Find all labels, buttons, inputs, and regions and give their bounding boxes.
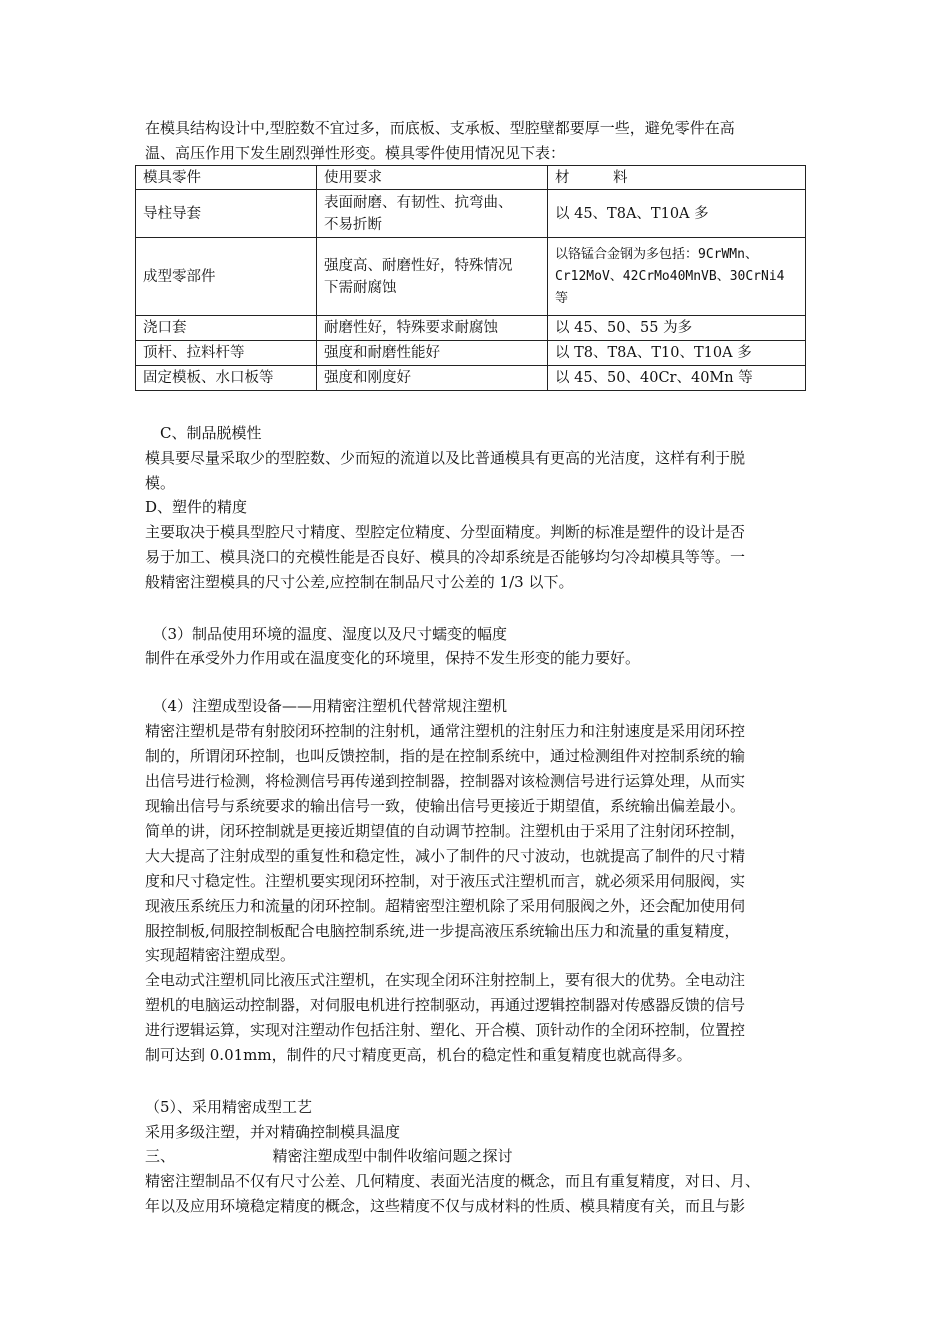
body-line: 服控制板,伺服控制板配合电脑控制系统,进一步提高液压系统输出压力和流量的重复精度， — [145, 922, 740, 940]
body-line: 现液压系统压力和流量的闭环控制。超精密型注塑机除了采用伺服阀之外，还会配加使用伺 — [145, 897, 746, 915]
body-line: 简单的讲，闭环控制就是更接近期望值的自动调节控制。注塑机由于采用了注射闭环控制， — [145, 822, 746, 840]
cell-part: 导柱导套 — [136, 190, 317, 238]
cell-material — [548, 341, 806, 366]
table-row — [136, 341, 806, 366]
header-material: 材 料 — [548, 166, 806, 190]
table-row — [136, 190, 806, 238]
heading-demolding: C、制品脱模性 — [145, 424, 262, 442]
cell-material — [548, 316, 806, 341]
body-line: 易于加工、模具浇口的充模性能是否良好、模具的冷却系统是否能够均匀冷却模具等等。一 — [145, 548, 746, 566]
cell-text-line: 以 45、T8A、T10A 多 — [555, 205, 709, 222]
body-line: 般精密注塑模具的尺寸公差,应控制在制品尺寸公差的 1/3 以下。 — [145, 573, 574, 591]
cell-requirement — [317, 190, 548, 238]
cell-requirement — [317, 366, 548, 391]
cell-text-line: 下需耐腐蚀 — [324, 279, 397, 296]
table-header-row — [136, 166, 806, 190]
cell-text-line: 强度和刚度好 — [324, 370, 411, 386]
header-part: 模具零件 — [136, 166, 317, 190]
body-line: 模具要尽量采取少的型腔数、少而短的流道以及比普通模具有更高的光洁度，这样有利于脱 — [145, 449, 746, 467]
heading-environment: （3）制品使用环境的温度、湿度以及尺寸蠕变的幅度 — [145, 625, 508, 643]
cell-text-line: 强度高、耐磨性好，特殊情况 — [324, 257, 513, 274]
table-row — [136, 238, 806, 316]
body-line: 制可达到 0.01mm，制件的尺寸精度更高，机台的稳定性和重复精度也就高得多。 — [145, 1046, 692, 1064]
cell-part: 成型零部件 — [136, 238, 317, 316]
body-line: 精密注塑制品不仅有尺寸公差、几何精度、表面光洁度的概念，而且有重复精度，对日、月、 — [145, 1172, 761, 1190]
heading-precision: D、塑件的精度 — [145, 498, 248, 516]
table-row — [136, 316, 806, 341]
cell-requirement — [317, 341, 548, 366]
body-line: 年以及应用环境稳定精度的概念，这些精度不仅与成材料的性质、模具精度有关，而且与影 — [145, 1197, 746, 1215]
cell-text-line: 表面耐磨、有韧性、抗弯曲、 — [324, 194, 513, 211]
body-line: 塑机的电脑运动控制器，对伺服电机进行控制驱动，再通过逻辑控制器对传感器反馈的信号 — [145, 996, 746, 1014]
cell-text-line: 强度和耐磨性能好 — [324, 345, 440, 361]
cell-text-line: 以铬锰合金钢为多包括：9CrWMn、 — [555, 246, 758, 262]
cell-requirement — [317, 316, 548, 341]
cell-text-line: 以 45、50、40Cr、40Mn 等 — [555, 370, 753, 386]
body-line: 度和尺寸稳定性。注塑机要实现闭环控制，对于液压式注塑机而言，就必须采用伺服阀，实 — [145, 872, 746, 890]
body-line: 采用多级注塑，并对精确控制模具温度 — [145, 1123, 401, 1141]
cell-text-line: Cr12MoV、42CrMo40MnVB、30CrNi4 — [555, 268, 785, 284]
cell-text-line: 耐磨性好，特殊要求耐腐蚀 — [324, 320, 498, 336]
body-line: 现输出信号与系统要求的输出信号一致，使输出信号更接近于期望值，系统输出偏差最小。 — [145, 797, 746, 815]
body-line: 实现超精密注塑成型。 — [145, 946, 296, 964]
cell-part: 浇口套 — [136, 316, 317, 341]
cell-text-line: 以 T8、T8A、T10、T10A 多 — [555, 345, 752, 361]
cell-part: 顶杆、拉料杆等 — [136, 341, 317, 366]
intro-line-1: 在模具结构设计中,型腔数不宜过多，而底板、支承板、型腔壁都要厚一些，避免零件在高 — [145, 119, 735, 137]
cell-text-line: 等 — [555, 290, 569, 306]
body-line: 进行逻辑运算，实现对注塑动作包括注射、塑化、开合模、顶针动作的全闭环控制，位置控 — [145, 1021, 746, 1039]
intro-line-2: 温、高压作用下发生剧烈弹性形变。模具零件使用情况见下表： — [145, 144, 566, 162]
cell-part: 固定模板、水口板等 — [136, 366, 317, 391]
cell-material — [548, 366, 806, 391]
heading-process: （5）、采用精密成型工艺 — [145, 1098, 313, 1116]
mold-parts-table — [135, 165, 806, 391]
cell-material — [548, 190, 806, 238]
body-line: 主要取决于模具型腔尺寸精度、型腔定位精度、分型面精度。判断的标准是塑件的设计是否 — [145, 523, 746, 541]
cell-text-line: 以 45、50、55 为多 — [555, 320, 693, 336]
cell-requirement — [317, 238, 548, 316]
cell-text-line: 不易折断 — [324, 216, 382, 233]
body-line: 大大提高了注射成型的重复性和稳定性，减小了制件的尺寸波动，也就提高了制件的尺寸精 — [145, 847, 746, 865]
body-line: 出信号进行检测，将检测信号再传递到控制器，控制器对该检测信号进行运算处理，从而实 — [145, 772, 746, 790]
heading-equipment: （4）注塑成型设备——用精密注塑机代替常规注塑机 — [145, 697, 508, 715]
body-line: 模。 — [145, 474, 176, 492]
body-line: 制件在承受外力作用或在温度变化的环境里，保持不发生形变的能力要好。 — [145, 649, 641, 667]
body-line: 精密注塑机是带有射胶闭环控制的注射机，通常注塑机的注射压力和注射速度是采用闭环控 — [145, 722, 746, 740]
section-heading-shrinkage: 三、 精密注塑成型中制件收缩问题之探讨 — [145, 1147, 513, 1165]
header-requirement: 使用要求 — [317, 166, 548, 190]
cell-material — [548, 238, 806, 316]
table-row — [136, 366, 806, 391]
body-line: 全电动式注塑机同比液压式注塑机，在实现全闭环注射控制上，要有很大的优势。全电动注 — [145, 971, 746, 989]
body-line: 制的，所谓闭环控制，也叫反馈控制，指的是在控制系统中，通过检测组件对控制系统的输 — [145, 747, 746, 765]
